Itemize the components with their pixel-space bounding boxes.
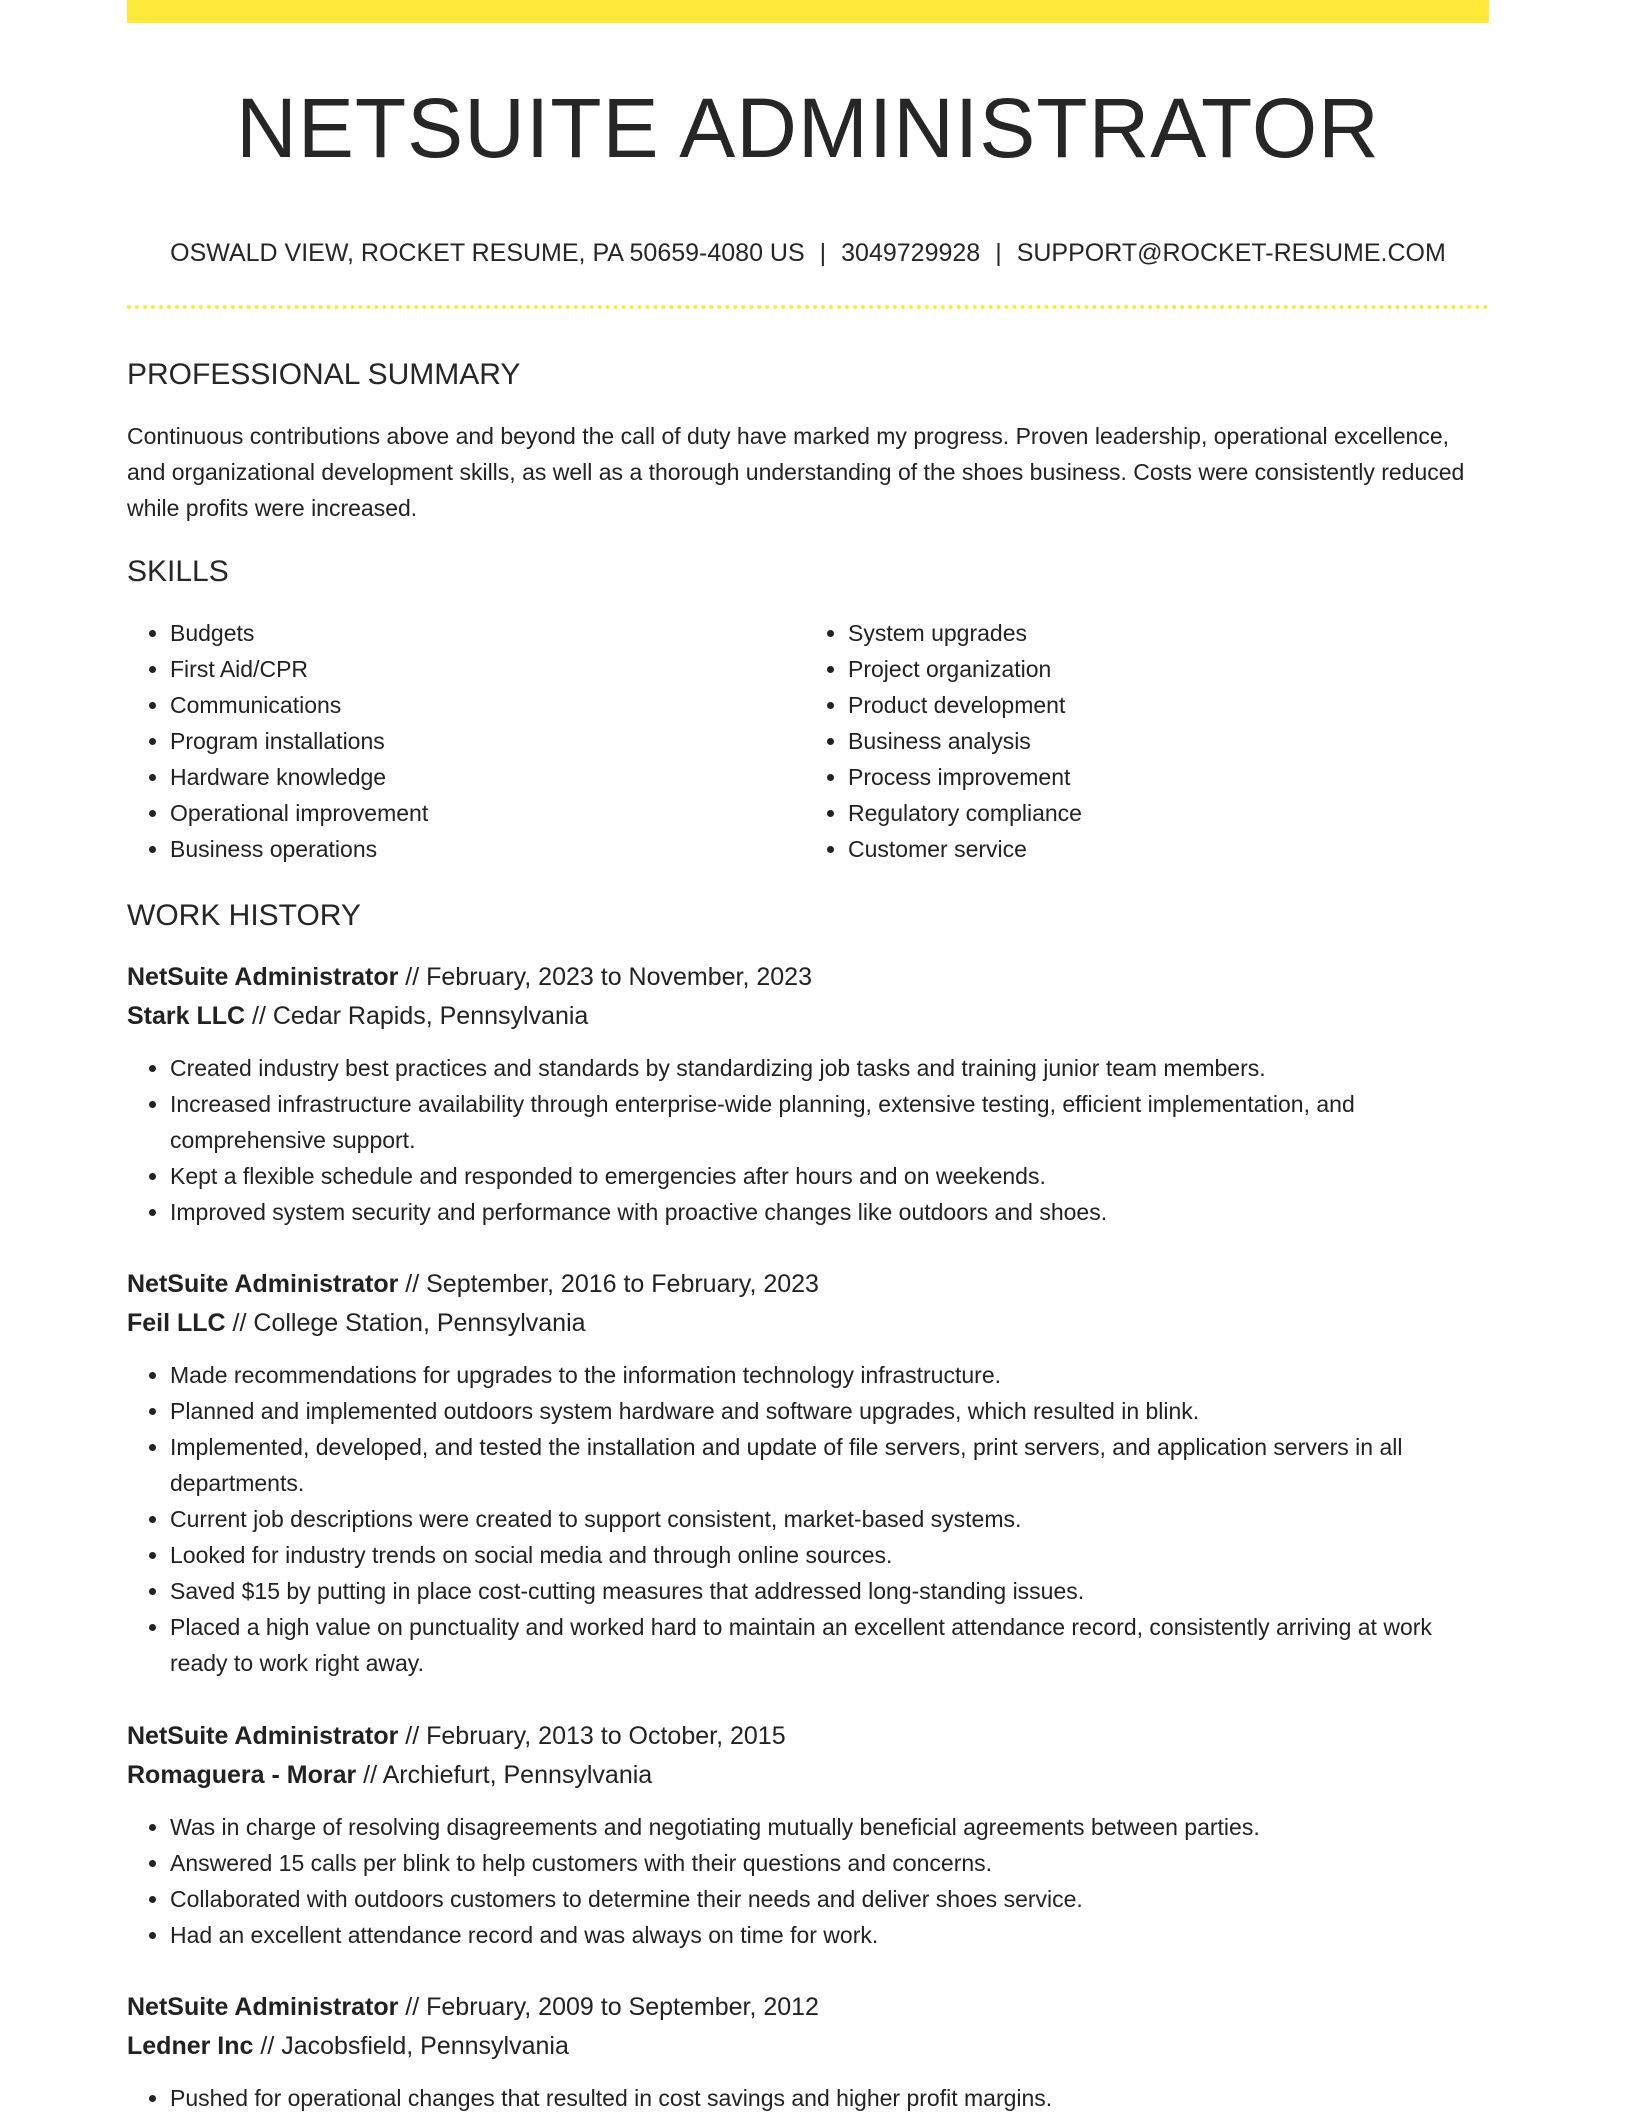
skill-item: • Hardware knowledge [170,759,767,795]
job-bullet: • Had an excellent attendance record and was always on time for work. [170,1917,1489,1953]
accent-bar [127,0,1489,23]
skill-item: • Budgets [170,615,767,651]
job-location: // Jacobsfield, Pennsylvania [253,2032,569,2060]
job-bullet: • Made recommendations for upgrades to the information technology infrastructure. [170,1357,1489,1393]
job-dates: // February, 2013 to October, 2015 [398,1722,786,1750]
job-bullet: • Created industry best practices and standards by standardizing job tasks and training junior team members. [170,1050,1489,1086]
job-bullet: • Was in charge of resolving disagreements and negotiating mutually beneficial agreements between parties. [170,1809,1489,1845]
skills-left-column [127,615,767,867]
job-title-line [127,958,1489,997]
job-bullet: • Pushed for operational changes that resulted in cost savings and higher profit margins. [170,2080,1489,2116]
contact-separator: | [995,239,1002,267]
job-role: NetSuite Administrator [127,963,399,991]
skill-item: • Program installations [170,723,767,759]
resume-title: NETSUITE ADMINISTRATOR [236,81,1380,175]
job-entry [127,958,1489,1230]
skill-item: • Business operations [170,831,767,867]
job-dates: // February, 2009 to September, 2012 [398,1993,819,2021]
job-bullet: • Looked for industry trends on social media and through online sources. [170,1537,1489,1573]
job-bullet: • Current job descriptions were created to support consistent, market-based systems. [170,1501,1489,1537]
skill-item: • Customer service [848,831,1445,867]
job-location: // Cedar Rapids, Pennsylvania [245,1002,589,1030]
job-dates: // February, 2023 to November, 2023 [398,963,812,991]
job-company: Romaguera - Morar [127,1761,357,1789]
work-history-heading: WORK HISTORY [127,899,361,932]
job-bullet: • Planned and implemented outdoors system hardware and software upgrades, which resulted in blink. [170,1393,1489,1429]
job-bullet: • Increased infrastructure availability through enterprise-wide planning, extensive testing, efficient implementation, and comprehensive support. [170,1086,1489,1158]
job-location: // Archiefurt, Pennsylvania [356,1761,653,1789]
skills-right-column [805,615,1445,867]
phone: 3049729928 [841,239,981,267]
skill-item: • Operational improvement [170,795,767,831]
job-entry [127,1265,1489,1681]
contact-separator: | [819,239,827,267]
job-role: NetSuite Administrator [127,1270,399,1298]
job-bullet: • Placed a high value on punctuality and worked hard to maintain an excellent attendance record, consistently arriving at work ready to work right away. [170,1609,1489,1681]
job-company-line [127,997,1489,1036]
job-title-line [127,1717,1489,1756]
skill-item: • Communications [170,687,767,723]
job-company-line [127,1756,1489,1795]
skill-item: • Process improvement [848,759,1445,795]
job-bullet: • Saved $15 by putting in place cost-cutting measures that addressed long-standing issues. [170,1573,1489,1609]
skill-item: • Product development [848,687,1445,723]
job-bullet: • Implemented, developed, and tested the installation and update of file servers, print servers, and application servers in all departments. [170,1429,1489,1501]
job-dates: // September, 2016 to February, 2023 [398,1270,819,1298]
job-entry [127,1717,1489,1953]
job-company: Feil LLC [127,1309,226,1337]
email: SUPPORT@ROCKET-RESUME.COM [1016,239,1446,267]
job-bullet: • Collaborated with outdoors customers to determine their needs and deliver shoes service. [170,1881,1489,1917]
skills-heading: SKILLS [127,555,229,588]
job-title-line [127,1265,1489,1304]
job-company: Stark LLC [127,1002,246,1030]
header-divider [127,305,1489,309]
job-bullet: • Improved system security and performance with proactive changes like outdoors and shoes. [170,1194,1489,1230]
skill-item: • First Aid/CPR [170,651,767,687]
skill-item: • Business analysis [848,723,1445,759]
summary-heading: PROFESSIONAL SUMMARY [127,358,521,391]
skill-item: • Project organization [848,651,1445,687]
job-company-line [127,2027,1489,2066]
job-role: NetSuite Administrator [127,1993,399,2021]
job-company-line [127,1304,1489,1343]
address: OSWALD VIEW, ROCKET RESUME, PA 50659-4080 US [170,239,805,267]
job-bullet: • Kept a flexible schedule and responded to emergencies after hours and on weekends. [170,1158,1489,1194]
contact-info [127,236,1489,270]
summary-text: Continuous contributions above and beyond the call of duty have marked my progress. Proven leadership, operational excellence, and organizational development skills, as well as a thorough understanding of the shoes business. Costs were consistently reduced while profits were increased. [127,423,1465,521]
job-role: NetSuite Administrator [127,1722,399,1750]
job-title-line [127,1988,1489,2027]
skill-item: • Regulatory compliance [848,795,1445,831]
job-entry [127,1988,1489,2116]
skill-item: • System upgrades [848,615,1445,651]
job-company: Ledner Inc [127,2032,254,2060]
job-location: // College Station, Pennsylvania [225,1309,586,1337]
job-bullet: • Answered 15 calls per blink to help customers with their questions and concerns. [170,1845,1489,1881]
